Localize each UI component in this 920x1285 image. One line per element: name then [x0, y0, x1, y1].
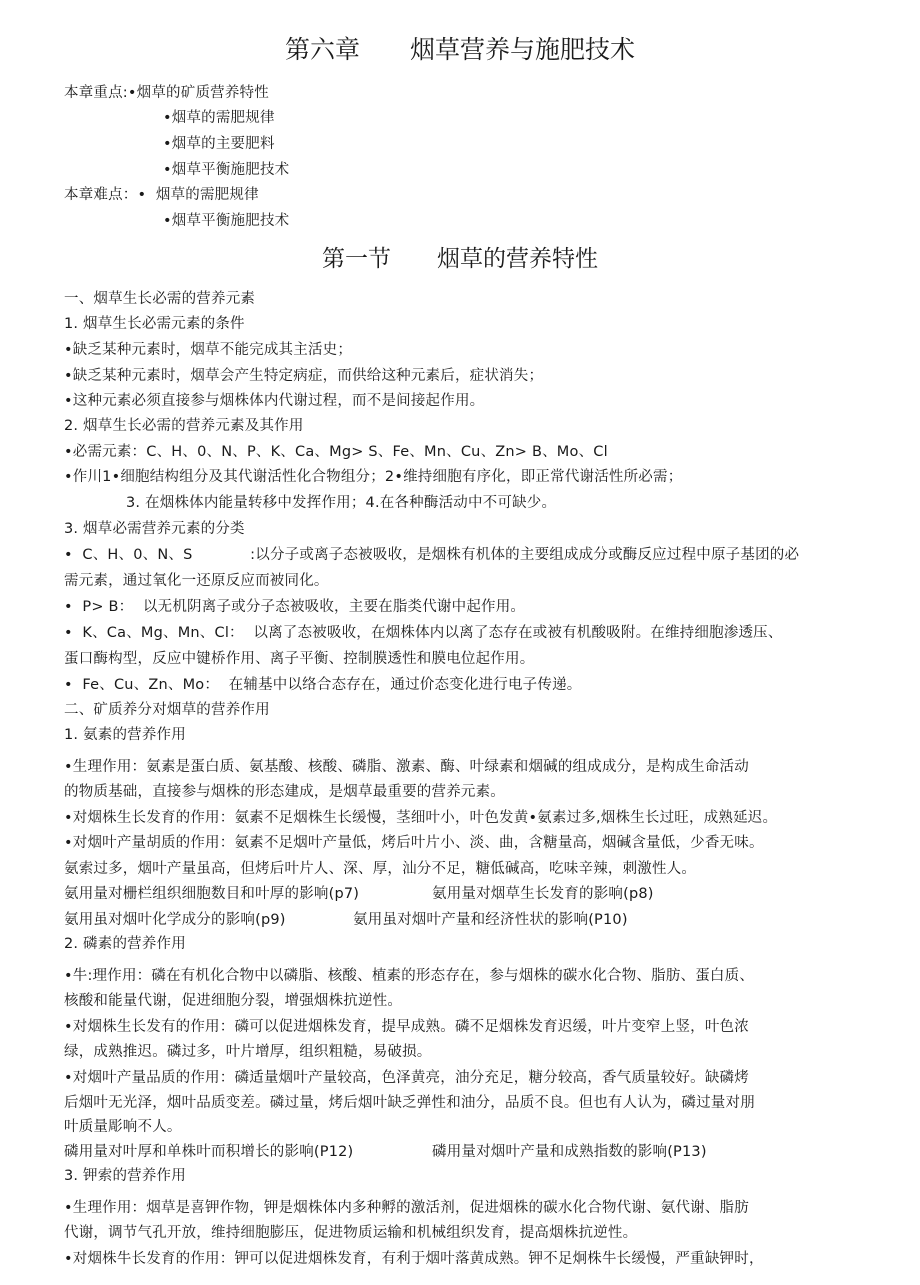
paragraph-line: • Fe、Cu、Zn、Mo： 在辅基中以络合态存在，通过价态变化进行电子传递。: [64, 677, 582, 693]
figure-reference: 氨用虽对烟叶化学成分的影响(p9): [64, 912, 286, 928]
paragraph-line: 后烟叶无光泽，烟叶品质变差。磷过量，烤后烟叶缺乏弹性和油分，品质不良。但也有人认为，磷过量对朋: [64, 1095, 755, 1111]
paragraph-line: •对烟叶产量品质的作用：磷适量烟叶产量较高，色泽黄亮，油分充足，糖分较高，香气质量较好。缺磷烤: [64, 1070, 749, 1086]
paragraph-line: •生理作用：烟草是喜钾作物，钾是烟株体内多种孵的激活剂，促进烟株的碳水化合物代谢、氨代谢、脂肪: [64, 1200, 749, 1216]
difficult-points-row: [64, 185, 259, 205]
paragraph-line: •对烟株牛长发育的作用：钾可以促进烟株发育，有利于烟叶落黄成熟。钾不足炯株牛长缓慢，严重缺钾时，: [64, 1251, 764, 1267]
figure-reference: 磷用量对叶厚和单株叶而积增长的影响(P12): [64, 1144, 354, 1160]
subheading-line: 1. 烟草生长必需元素的条件: [64, 316, 245, 332]
heading-line: 二、矿质养分对烟草的营养作用: [64, 702, 270, 718]
paragraph-line: •这种元素必须直接参与烟株体内代谢过程，而不是间接起作用。: [64, 393, 485, 409]
paragraph-line: 叶质量彫响不人。: [64, 1119, 182, 1135]
paragraph-line: 核酸和能量代谢，促进细胞分裂，增强烟株抗逆性。: [64, 993, 403, 1009]
paragraph-line: •对烟叶产量胡质的作用：氨素不足烟叶产量低，烤后叶片小、淡、曲，含糖量高，烟碱含量低，少香无味。: [64, 835, 764, 851]
paragraph-line: •缺乏某种元素时，烟草会产生特定病症，而供给这种元素后，症状消失；: [64, 368, 544, 384]
subheading-line: 2. 磷素的营养作用: [64, 936, 186, 952]
figure-reference: 磷用量对烟叶产量和成熟指数的影响(P13): [432, 1144, 707, 1160]
subheading-line: 2. 烟草生长必需的营养元素及其作用: [64, 418, 304, 434]
paragraph-line: •作川1•细胞结构组分及其代谢活性化合物组分；2•维持细胞有序化，即正常代谢活性所必需；: [64, 469, 683, 485]
paragraph-line: 蛋口酶构型，反应中键桥作用、离子平衡、控制膜透性和膜电位起作用。: [64, 651, 535, 667]
paragraph-line: •对烟株生长发有的作用：磷可以促进烟株发育，提早成熟。磷不足烟株发育迟缓，叶片变窄上竖，叶色浓: [64, 1019, 749, 1035]
subheading-line: 3. 钾索的营养作用: [64, 1168, 186, 1184]
paragraph-line: 代谢，调节气孔开放，维持细胞膨压，促进物质运输和机械组织发育，提高烟株抗逆性。: [64, 1225, 638, 1241]
key-point-item: •烟草平衡施肥技术: [163, 162, 290, 178]
paragraph-line: •对烟株生长发育的作用：氨素不足烟株生长缓慢，茎细叶小，叶色发黄•氨素过多,烟株生长过旺，成熟延迟。: [64, 810, 778, 826]
figure-reference: 氨用量对栅栏组织细胞数目和叶厚的影响(p7): [64, 886, 360, 902]
paragraph-line: 需元素，通过氧化一还原反应而被同化。: [64, 573, 329, 589]
paragraph-line: 3. 在烟株体内能量转移中发挥作用；4.在各种酶活动中不可缺少。: [126, 495, 557, 511]
chapter-title: 第六章 烟草营养与施肥技术: [284, 35, 635, 64]
key-point-item: •烟草的需肥规律: [163, 110, 275, 126]
figure-reference: 氨用虽对烟叶产量和经济性状的影响(P10): [353, 912, 628, 928]
heading-line: 一、烟草生长必需的营养元素: [64, 291, 256, 307]
key-points-row: [64, 83, 269, 103]
section-title: 第一节 烟草的营养特性: [322, 246, 598, 272]
difficult-point-item: •烟草平衡施肥技术: [163, 213, 290, 229]
difficult-points-label: 本章难点：: [64, 187, 138, 203]
key-point-item: •烟草的主要肥料: [163, 136, 275, 152]
subheading-line: 3. 烟草必需营养元素的分类: [64, 521, 245, 537]
key-points-label: 本章重点:: [64, 85, 128, 101]
paragraph-line: •必需元素：C、H、0、N、P、K、Ca、Mg> S、Fe、Mn、Cu、Zn> B、Mo、Cl: [64, 444, 608, 460]
figure-reference: 氨用量对烟草生长发育的影响(p8): [432, 886, 654, 902]
paragraph-line: • C、H、0、N、S :以分子或离子态被吸收，是烟株有机体的主要组成成分或酶反应过程中原子基团的必: [64, 547, 800, 563]
subheading-line: 1. 氨素的营养作用: [64, 727, 186, 743]
paragraph-line: •牛:理作用：磷在有机化合物中以磷脂、核酸、植素的形态存在，参与烟株的碳水化合物、脂肪、蛋白质、: [64, 968, 755, 984]
paragraph-line: •生理作用：氨素是蛋白质、氨基酸、核酸、磷脂、激素、酶、叶绿素和烟碱的组成成分，是构成生命活动: [64, 759, 749, 775]
paragraph-line: 氨索过多，烟叶产量虽高，但烤后叶片人、深、厚，汕分不足，糖低碱高，吃味辛辣，刺激性人。: [64, 861, 697, 877]
paragraph-line: •缺乏某种元素时，烟草不能完成其主活史；: [64, 342, 353, 358]
key-point-item: •烟草的矿质营养特性: [127, 85, 269, 101]
paragraph-line: • K、Ca、Mg、Mn、Cl： 以离了态被吸收，在烟株体内以离了态存在或被有机酸吸附。在维持细胞渗透压、: [64, 625, 783, 641]
paragraph-line: 的物质基础，直接参与烟株的形态建成，是烟草最重要的营养元素。: [64, 784, 505, 800]
paragraph-line: 绿，成熟推迟。磷过多，叶片增厚，组织粗糙，易破损。: [64, 1044, 432, 1060]
difficult-point-item: • 烟草的需肥规律: [137, 187, 259, 203]
paragraph-line: • P> B： 以无机阴离子或分子态被吸收，主要在脂类代谢中起作用。: [64, 599, 526, 615]
